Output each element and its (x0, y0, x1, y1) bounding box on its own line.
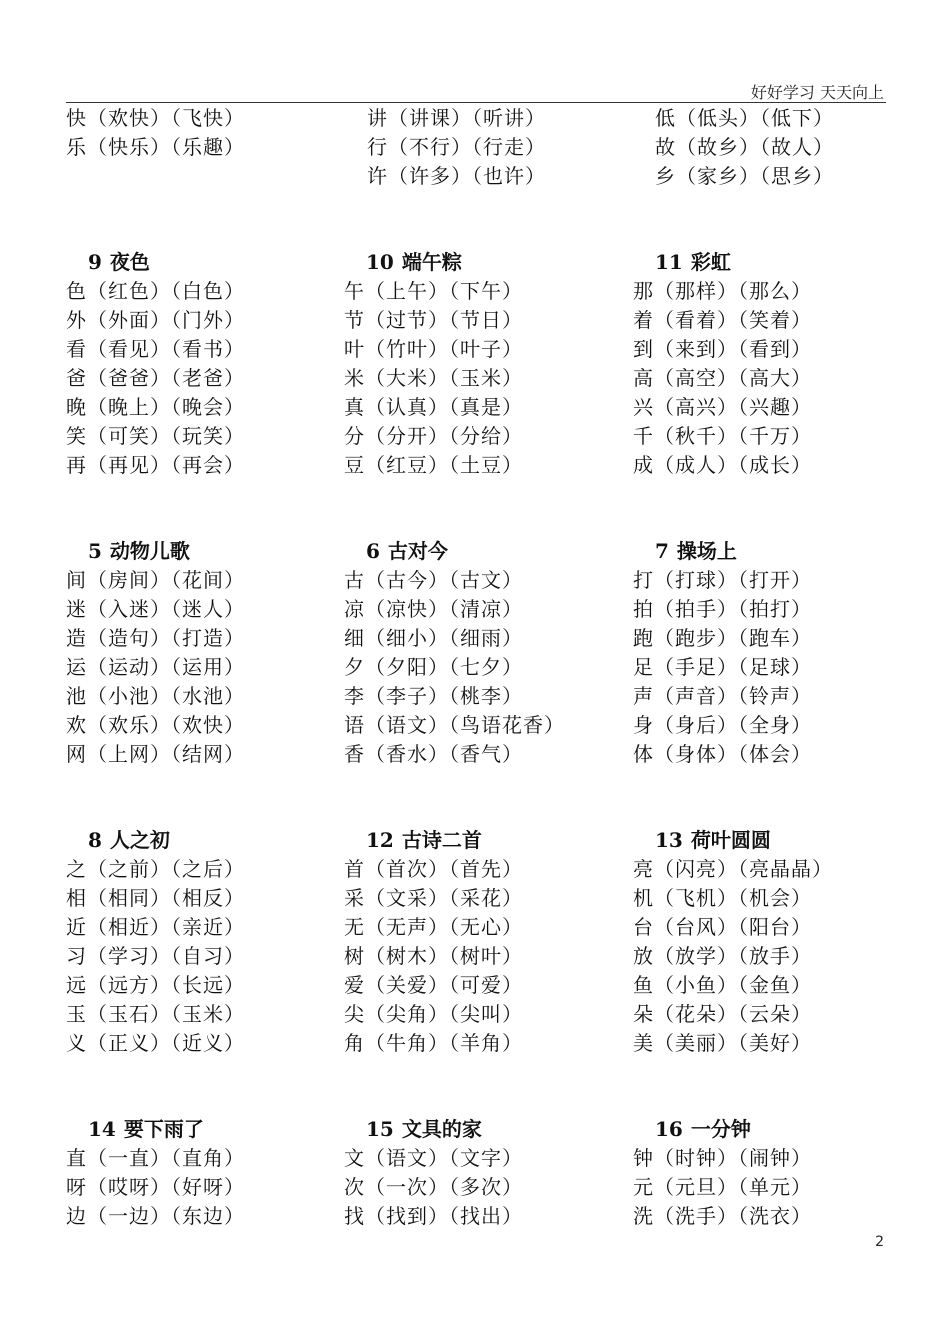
vocab-row: 体（身体）（体会） (633, 742, 812, 766)
vocab-row: 细（细小）（细雨） (344, 626, 523, 650)
page-number: 2 (875, 1234, 884, 1250)
vocab-row: 晚（晚上）（晚会） (66, 395, 245, 419)
vocab-row: 高（高空）（高大） (633, 366, 812, 390)
lesson-title (344, 537, 565, 566)
vocab-row: 间（房间）（花间） (66, 568, 245, 592)
vocab-row: 爱（关爱）（可爱） (344, 973, 523, 997)
lesson-name: 古诗二首 (401, 828, 482, 852)
vocab-row: 洗（洗手）（洗衣） (633, 1204, 812, 1228)
vocab-row: 再（再见）（再会） (66, 453, 245, 477)
lesson-number: 9 (88, 250, 102, 274)
vocab-row: 文（语文）（文字） (344, 1146, 523, 1170)
vocab-row: 尖（尖角）（尖叫） (344, 1002, 523, 1026)
lesson-number: 11 (655, 250, 683, 274)
vocab-row: 边（一边）（东边） (66, 1204, 245, 1228)
lesson-name: 人之初 (109, 828, 170, 852)
vocab-row: 钟（时钟）（闹钟） (633, 1146, 812, 1170)
vocab-row: 呀（哎呀）（好呀） (66, 1175, 245, 1199)
lesson-column (66, 826, 245, 1058)
vocab-row: 凉（凉快）（清凉） (344, 597, 523, 621)
lesson-title (633, 248, 812, 277)
header-slogan: 好好学习 天天向上 (750, 83, 884, 102)
lesson-column (655, 104, 834, 191)
lesson-name: 夜色 (109, 250, 150, 274)
lesson-column (344, 826, 523, 1058)
vocab-row: 爸（爸爸）（老爸） (66, 366, 245, 390)
lesson-title (633, 826, 833, 855)
vocab-row: 义（正义）（近义） (66, 1031, 245, 1055)
vocab-row: 千（秋千）（千万） (633, 424, 812, 448)
vocab-row: 足（手足）（足球） (633, 655, 812, 679)
vocab-row: 台（台风）（阳台） (633, 915, 812, 939)
lesson-column (633, 1115, 812, 1231)
vocab-row: 笑（可笑）（玩笑） (66, 424, 245, 448)
vocab-row: 乡（家乡）（思乡） (655, 164, 834, 188)
vocab-row: 运（运动）（运用） (66, 655, 245, 679)
vocab-row: 亮（闪亮）（亮晶晶） (633, 857, 833, 881)
vocab-row: 语（语文）（鸟语花香） (344, 713, 565, 737)
vocab-row: 近（相近）（亲近） (66, 915, 245, 939)
vocab-row: 故（故乡）（故人） (655, 135, 834, 159)
lesson-number: 13 (655, 828, 683, 852)
vocab-row: 放（放学）（放手） (633, 944, 812, 968)
lesson-title (633, 537, 812, 566)
lesson-number: 14 (88, 1117, 116, 1141)
lesson-number: 6 (366, 539, 380, 563)
vocab-row: 无（无声）（无心） (344, 915, 523, 939)
lesson-name: 动物儿歌 (109, 539, 190, 563)
vocab-row: 池（小池）（水池） (66, 684, 245, 708)
vocab-row: 迷（入迷）（迷人） (66, 597, 245, 621)
vocab-row: 外（外面）（门外） (66, 308, 245, 332)
vocab-row: 许（许多）（也许） (367, 164, 546, 188)
vocab-row: 造（造句）（打造） (66, 626, 245, 650)
vocab-row: 古（古今）（古文） (344, 568, 523, 592)
vocab-row: 夕（夕阳）（七夕） (344, 655, 523, 679)
vocab-row: 行（不行）（行走） (367, 135, 546, 159)
lesson-column (66, 1115, 245, 1231)
vocab-row: 拍（拍手）（拍打） (633, 597, 812, 621)
lesson-number: 5 (88, 539, 102, 563)
lesson-column (344, 248, 523, 480)
vocab-row: 声（声音）（铃声） (633, 684, 812, 708)
vocab-row: 低（低头）（低下） (655, 106, 834, 130)
vocab-row: 习（学习）（自习） (66, 944, 245, 968)
vocab-row: 玉（玉石）（玉米） (66, 1002, 245, 1026)
vocab-row: 李（李子）（桃李） (344, 684, 523, 708)
lesson-title (344, 1115, 523, 1144)
lesson-name: 操场上 (676, 539, 737, 563)
lesson-number: 12 (366, 828, 394, 852)
lesson-title (633, 1115, 812, 1144)
vocab-row: 快（欢快）（飞快） (66, 106, 245, 130)
vocab-row: 机（飞机）（机会） (633, 886, 812, 910)
vocab-row: 树（树木）（树叶） (344, 944, 523, 968)
vocab-row: 相（相同）（相反） (66, 886, 245, 910)
lesson-name: 彩虹 (690, 250, 731, 274)
lesson-column (367, 104, 546, 191)
vocab-row: 找（找到）（找出） (344, 1204, 523, 1228)
vocab-row: 之（之前）（之后） (66, 857, 245, 881)
lesson-title (66, 537, 245, 566)
lesson-title (66, 248, 245, 277)
vocab-row: 打（打球）（打开） (633, 568, 812, 592)
vocab-row: 节（过节）（节日） (344, 308, 523, 332)
vocab-row: 成（成人）（成长） (633, 453, 812, 477)
lesson-title (66, 826, 245, 855)
lesson-column (633, 537, 812, 769)
vocab-row: 次（一次）（多次） (344, 1175, 523, 1199)
vocab-row: 真（认真）（真是） (344, 395, 523, 419)
vocab-row: 看（看见）（看书） (66, 337, 245, 361)
vocab-row: 网（上网）（结网） (66, 742, 245, 766)
vocab-row: 直（一直）（直角） (66, 1146, 245, 1170)
vocab-row: 叶（竹叶）（叶子） (344, 337, 523, 361)
lesson-name: 端午粽 (401, 250, 462, 274)
lesson-column (633, 248, 812, 480)
lesson-column (344, 1115, 523, 1231)
lesson-number: 15 (366, 1117, 394, 1141)
header-rule (66, 102, 886, 103)
lesson-name: 文具的家 (401, 1117, 482, 1141)
lesson-number: 10 (366, 250, 394, 274)
lesson-title (344, 248, 523, 277)
vocab-row: 午（上午）（下午） (344, 279, 523, 303)
lesson-column (633, 826, 833, 1058)
vocab-row: 分（分开）（分给） (344, 424, 523, 448)
vocab-row: 那（那样）（那么） (633, 279, 812, 303)
vocab-row: 豆（红豆）（土豆） (344, 453, 523, 477)
vocab-row: 乐（快乐）（乐趣） (66, 135, 245, 159)
vocab-row: 米（大米）（玉米） (344, 366, 523, 390)
lesson-name: 古对今 (387, 539, 448, 563)
vocab-row: 元（元旦）（单元） (633, 1175, 812, 1199)
vocab-row: 跑（跑步）（跑车） (633, 626, 812, 650)
lesson-number: 7 (655, 539, 669, 563)
lesson-number: 8 (88, 828, 102, 852)
vocab-row: 采（文采）（采花） (344, 886, 523, 910)
lesson-number: 16 (655, 1117, 683, 1141)
vocab-row: 欢（欢乐）（欢快） (66, 713, 245, 737)
lesson-name: 荷叶圆圆 (690, 828, 771, 852)
lesson-title (344, 826, 523, 855)
vocab-row: 着（看着）（笑着） (633, 308, 812, 332)
vocab-row: 身（身后）（全身） (633, 713, 812, 737)
vocab-row: 远（远方）（长远） (66, 973, 245, 997)
lesson-column (66, 104, 245, 162)
vocab-row: 讲（讲课）（听讲） (367, 106, 546, 130)
lesson-name: 要下雨了 (123, 1117, 204, 1141)
lesson-column (344, 537, 565, 769)
vocab-row: 鱼（小鱼）（金鱼） (633, 973, 812, 997)
vocab-row: 香（香水）（香气） (344, 742, 523, 766)
vocab-row: 色（红色）（白色） (66, 279, 245, 303)
lesson-name: 一分钟 (690, 1117, 751, 1141)
vocab-row: 到（来到）（看到） (633, 337, 812, 361)
vocab-row: 兴（高兴）（兴趣） (633, 395, 812, 419)
lesson-title (66, 1115, 245, 1144)
lesson-column (66, 537, 245, 769)
vocab-row: 角（牛角）（羊角） (344, 1031, 523, 1055)
vocab-row: 美（美丽）（美好） (633, 1031, 812, 1055)
vocab-row: 首（首次）（首先） (344, 857, 523, 881)
lesson-column (66, 248, 245, 480)
vocab-row: 朵（花朵）（云朵） (633, 1002, 812, 1026)
